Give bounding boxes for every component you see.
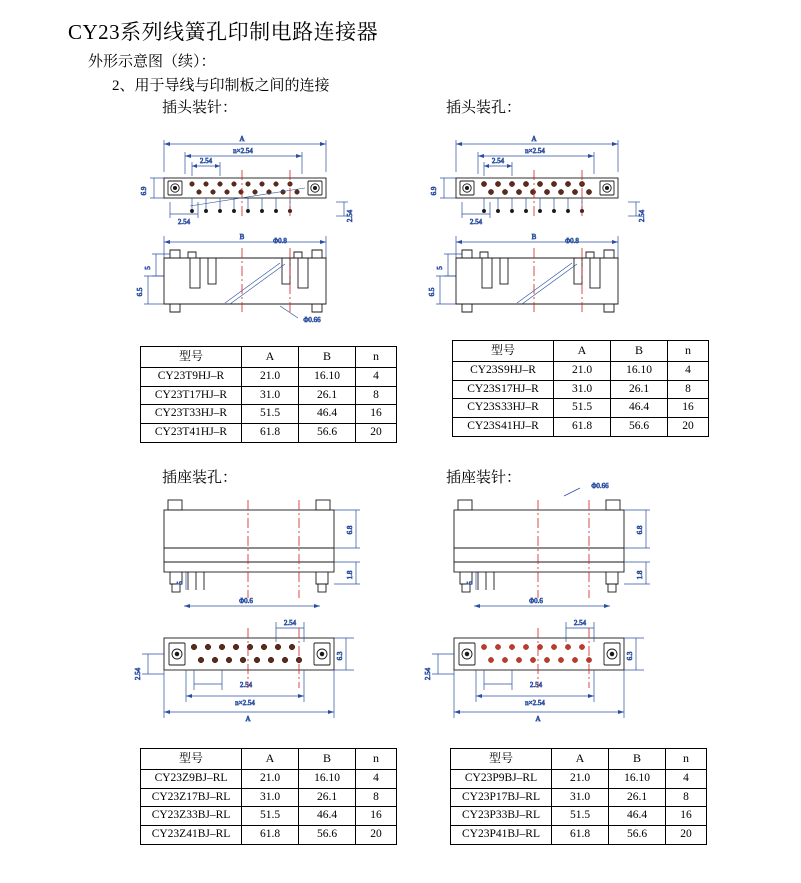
svg-text:2.54: 2.54 xyxy=(283,619,297,627)
svg-text:6.3: 6.3 xyxy=(626,651,634,661)
cell-n: 20 xyxy=(356,826,397,845)
cell-b: 26.1 xyxy=(299,788,356,807)
table-row xyxy=(453,362,709,381)
svg-text:n×2.54: n×2.54 xyxy=(233,147,253,155)
cell-model: CY23Z9BJ–RL xyxy=(141,770,242,789)
cell-b: 56.6 xyxy=(611,418,668,437)
th-n: n xyxy=(668,341,709,362)
cell-model: CY23T33HJ–R xyxy=(141,405,242,424)
th-n: n xyxy=(356,347,397,368)
cell-a: 61.8 xyxy=(554,418,611,437)
cell-a: 51.5 xyxy=(554,399,611,418)
cell-model: CY23S17HJ–R xyxy=(453,380,554,399)
svg-text:2.54: 2.54 xyxy=(424,667,432,681)
svg-text:6.8: 6.8 xyxy=(636,525,644,535)
table-recep-socket xyxy=(140,748,397,845)
cell-a: 61.8 xyxy=(242,826,299,845)
cell-a: 21.0 xyxy=(242,368,299,387)
table-row xyxy=(141,788,397,807)
page-title: CY23系列线簧孔印制电路连接器 xyxy=(68,20,379,44)
svg-text:5: 5 xyxy=(176,581,184,585)
cell-b: 16.10 xyxy=(299,770,356,789)
svg-text:6.5: 6.5 xyxy=(136,287,144,297)
cell-n: 4 xyxy=(356,368,397,387)
cell-b: 26.1 xyxy=(611,380,668,399)
svg-text:B: B xyxy=(531,233,537,241)
table-row xyxy=(141,368,397,387)
cell-b: 16.10 xyxy=(609,770,666,789)
svg-text:6.3: 6.3 xyxy=(336,651,344,661)
cell-n: 4 xyxy=(666,770,707,789)
cell-b: 46.4 xyxy=(609,807,666,826)
svg-text:6.9: 6.9 xyxy=(140,186,148,196)
table-row xyxy=(453,380,709,399)
table-header-row xyxy=(453,341,709,362)
cell-b: 46.4 xyxy=(611,399,668,418)
drawing-recep-socket xyxy=(124,488,394,738)
table-row xyxy=(451,788,707,807)
cell-n: 20 xyxy=(356,424,397,443)
svg-text:2.54: 2.54 xyxy=(469,218,483,226)
table-row xyxy=(141,770,397,789)
cell-model: CY23S9HJ–R xyxy=(453,362,554,381)
cell-b: 26.1 xyxy=(609,788,666,807)
svg-text:2.54: 2.54 xyxy=(529,681,543,689)
svg-text:2.54: 2.54 xyxy=(199,157,213,165)
table-recep-pin xyxy=(450,748,707,845)
svg-text:Φ0.8: Φ0.8 xyxy=(273,237,287,245)
svg-text:6.9: 6.9 xyxy=(430,186,438,196)
cell-model: CY23T17HJ–R xyxy=(141,386,242,405)
subtitle-outline-diagram: 外形示意图（续）： xyxy=(88,54,216,70)
cell-a: 51.5 xyxy=(242,405,299,424)
svg-text:6.8: 6.8 xyxy=(346,525,354,535)
cell-a: 21.0 xyxy=(242,770,299,789)
section-label-recep-socket: 插座装孔： xyxy=(162,470,238,486)
svg-text:2.54: 2.54 xyxy=(638,209,646,223)
cell-n: 8 xyxy=(668,380,709,399)
table-header-row xyxy=(451,749,707,770)
cell-model: CY23T9HJ–R xyxy=(141,368,242,387)
table-plug-socket xyxy=(452,340,709,437)
th-model: 型号 xyxy=(451,749,552,770)
table-row xyxy=(451,826,707,845)
svg-text:6.5: 6.5 xyxy=(428,287,436,297)
th-a: A xyxy=(242,347,299,368)
subtitle-item-2: 2、用于导线与印制板之间的连接 xyxy=(112,78,330,94)
cell-a: 51.5 xyxy=(552,807,609,826)
section-label-plug-socket: 插头装孔： xyxy=(446,100,522,116)
table-row xyxy=(453,399,709,418)
cell-a: 31.0 xyxy=(242,386,299,405)
cell-b: 16.10 xyxy=(299,368,356,387)
svg-text:2.54: 2.54 xyxy=(177,218,191,226)
cell-a: 31.0 xyxy=(554,380,611,399)
table-header-row xyxy=(141,347,397,368)
th-a: A xyxy=(242,749,299,770)
cell-a: 31.0 xyxy=(242,788,299,807)
th-b: B xyxy=(299,749,356,770)
svg-text:Φ0.6: Φ0.6 xyxy=(529,597,543,605)
table-row xyxy=(141,386,397,405)
cell-model: CY23Z17BJ–RL xyxy=(141,788,242,807)
svg-text:1.8: 1.8 xyxy=(346,570,354,580)
table-header-row xyxy=(141,749,397,770)
svg-text:A: A xyxy=(239,135,245,143)
cell-n: 8 xyxy=(356,386,397,405)
cell-b: 56.6 xyxy=(299,826,356,845)
cell-n: 8 xyxy=(666,788,707,807)
cell-model: CY23P41BJ–RL xyxy=(451,826,552,845)
cell-a: 21.0 xyxy=(552,770,609,789)
table-row xyxy=(141,424,397,443)
svg-text:A: A xyxy=(531,135,537,143)
cell-n: 20 xyxy=(668,418,709,437)
svg-text:2.54: 2.54 xyxy=(239,681,253,689)
cell-model: CY23Z33BJ–RL xyxy=(141,807,242,826)
th-b: B xyxy=(611,341,668,362)
section-label-recep-pin: 插座装针： xyxy=(446,470,522,486)
th-model: 型号 xyxy=(453,341,554,362)
svg-text:n×2.54: n×2.54 xyxy=(525,147,545,155)
drawing-plug-pin xyxy=(130,118,390,348)
svg-text:2.54: 2.54 xyxy=(491,157,505,165)
svg-text:2.54: 2.54 xyxy=(134,667,142,681)
th-n: n xyxy=(356,749,397,770)
cell-a: 21.0 xyxy=(554,362,611,381)
th-n: n xyxy=(666,749,707,770)
table-row xyxy=(141,405,397,424)
cell-b: 16.10 xyxy=(611,362,668,381)
table-row xyxy=(453,418,709,437)
table-row xyxy=(451,807,707,826)
cell-n: 20 xyxy=(666,826,707,845)
svg-text:n×2.54: n×2.54 xyxy=(235,699,255,707)
svg-text:Φ0.8: Φ0.8 xyxy=(565,237,579,245)
cell-b: 56.6 xyxy=(609,826,666,845)
cell-model: CY23P9BJ–RL xyxy=(451,770,552,789)
cell-model: CY23S41HJ–R xyxy=(453,418,554,437)
table-plug-pin xyxy=(140,346,397,443)
th-b: B xyxy=(299,347,356,368)
svg-text:2.54: 2.54 xyxy=(346,209,354,223)
cell-a: 51.5 xyxy=(242,807,299,826)
drawing-recep-pin xyxy=(414,480,684,738)
cell-model: CY23Z41BJ–RL xyxy=(141,826,242,845)
svg-text:5: 5 xyxy=(144,266,152,270)
cell-n: 16 xyxy=(356,405,397,424)
cell-b: 46.4 xyxy=(299,405,356,424)
th-a: A xyxy=(554,341,611,362)
svg-text:A: A xyxy=(535,715,541,723)
cell-n: 16 xyxy=(666,807,707,826)
svg-text:5: 5 xyxy=(436,266,444,270)
cell-model: CY23P17BJ–RL xyxy=(451,788,552,807)
cell-a: 61.8 xyxy=(552,826,609,845)
cell-n: 4 xyxy=(356,770,397,789)
table-row xyxy=(141,807,397,826)
svg-text:Φ0.6: Φ0.6 xyxy=(239,597,253,605)
cell-b: 56.6 xyxy=(299,424,356,443)
svg-text:5: 5 xyxy=(466,581,474,585)
section-label-plug-pin: 插头装针： xyxy=(162,100,238,116)
table-row xyxy=(451,770,707,789)
table-row xyxy=(141,826,397,845)
cell-b: 46.4 xyxy=(299,807,356,826)
svg-text:A: A xyxy=(245,715,251,723)
th-b: B xyxy=(609,749,666,770)
cell-model: CY23P33BJ–RL xyxy=(451,807,552,826)
cell-a: 61.8 xyxy=(242,424,299,443)
th-model: 型号 xyxy=(141,749,242,770)
svg-text:B: B xyxy=(239,233,245,241)
drawing-plug-socket xyxy=(416,118,676,348)
svg-text:1.8: 1.8 xyxy=(636,570,644,580)
svg-text:Φ0.66: Φ0.66 xyxy=(303,316,321,324)
svg-text:Φ0.66: Φ0.66 xyxy=(591,482,609,490)
svg-text:n×2.54: n×2.54 xyxy=(525,699,545,707)
cell-n: 8 xyxy=(356,788,397,807)
cell-n: 4 xyxy=(668,362,709,381)
cell-b: 26.1 xyxy=(299,386,356,405)
cell-model: CY23T41HJ–R xyxy=(141,424,242,443)
cell-a: 31.0 xyxy=(552,788,609,807)
cell-model: CY23S33HJ–R xyxy=(453,399,554,418)
cell-n: 16 xyxy=(356,807,397,826)
th-model: 型号 xyxy=(141,347,242,368)
cell-n: 16 xyxy=(668,399,709,418)
svg-text:2.54: 2.54 xyxy=(573,619,587,627)
th-a: A xyxy=(552,749,609,770)
